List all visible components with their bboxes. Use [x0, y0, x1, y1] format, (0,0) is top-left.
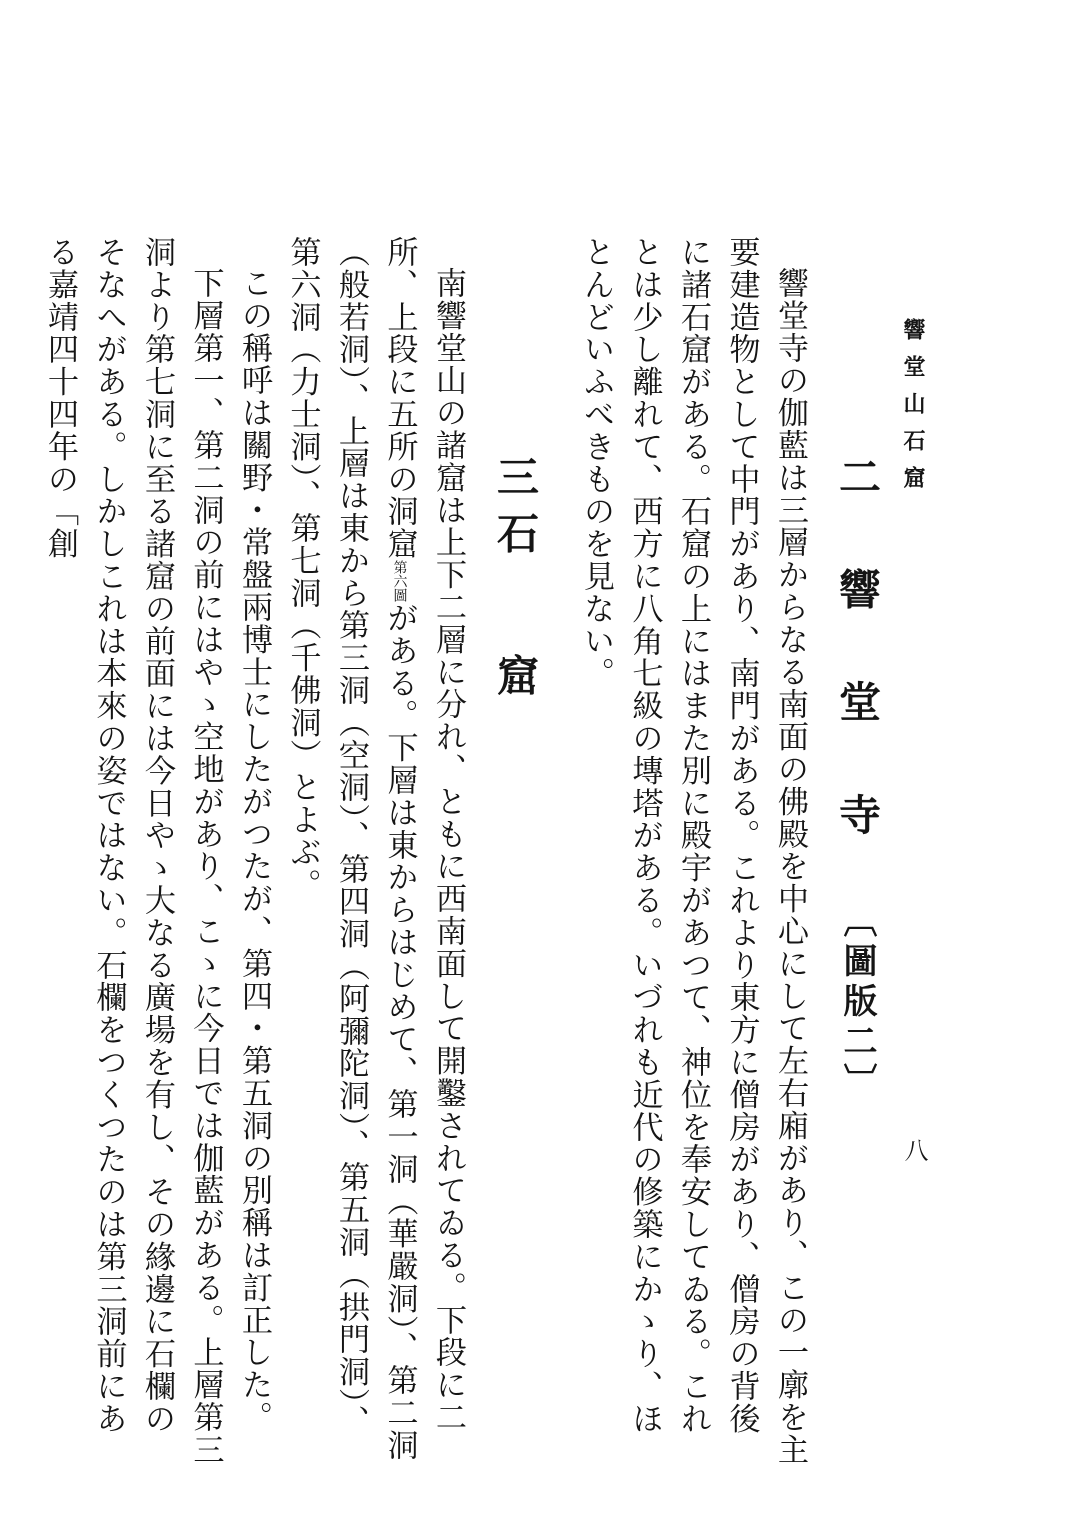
section-heading-temple-title: 二 響 堂 寺 — [833, 455, 882, 863]
section-heading-temple — [833, 455, 882, 1103]
paragraph-caves-1-after: がある。下層は東からはじめて、第一洞（華嚴洞）、第二洞（般若洞）、上層は東から第三洞（空洞）、第四洞（阿彌陀洞）、第五洞（拱門洞）、第六洞（力士洞）、第七洞（千佛洞）とよぶ。 — [284, 236, 418, 1462]
section-heading-caves-part2: 窟 — [491, 653, 540, 696]
paragraph-caves-2-text: この稱呼は關野・常盤兩博士にしたがつたが、第四・第五洞の別稱は訂正した。 — [236, 267, 272, 1434]
paragraph-caves-3-text: 下層第一、第二洞の前にはやゝ空地があり、こゝに今日では伽藍がある。上層第三洞より第七洞に至る諸窟の前面には今日やゝ大なる廣場を有し、その緣邊に石欄のそなへがある。しかしこれは本來の姿ではない。石欄をつくつたのは第三洞前にある嘉靖四十四年の「創 — [42, 236, 224, 1466]
paragraph-caves-1 — [278, 236, 472, 1466]
section-body-caves — [42, 236, 472, 1466]
figure-note: 第六圖 — [391, 560, 408, 602]
section-body-temple — [578, 236, 814, 1466]
paragraph-caves-3 — [36, 236, 230, 1466]
paragraph-caves-2 — [230, 236, 279, 1466]
plate-reference: 〔圖版二〕 — [837, 902, 877, 1103]
paragraph-temple — [572, 236, 815, 1466]
section-heading-caves — [491, 455, 540, 696]
section-heading-caves-part1: 三 石 — [491, 455, 540, 554]
page-number: 八 — [900, 1138, 928, 1162]
paragraph-temple-text: 響堂寺の伽藍は三層からなる南面の佛殿を中心にして左右廂があり、この一廓を主要建造物として中門があり、南門がある。これより東方に僧房があり、僧房の背後に諸石窟がある。石窟の上にはまた別に殿宇があつて、神位を奉安してゐる。これとは少し離れて、西方に八角七級の塼塔がある。いづれも近代の修築にかゝり、ほとんどいふべきものを見ない。 — [578, 236, 808, 1466]
running-head: 響堂山石窟 — [900, 318, 926, 503]
paragraph-caves-1-before: 南響堂山の諸窟は上下二層に分れ、ともに西南面して開鑿されてゐる。下段に二所、上段に五所の洞窟 — [381, 236, 466, 1434]
